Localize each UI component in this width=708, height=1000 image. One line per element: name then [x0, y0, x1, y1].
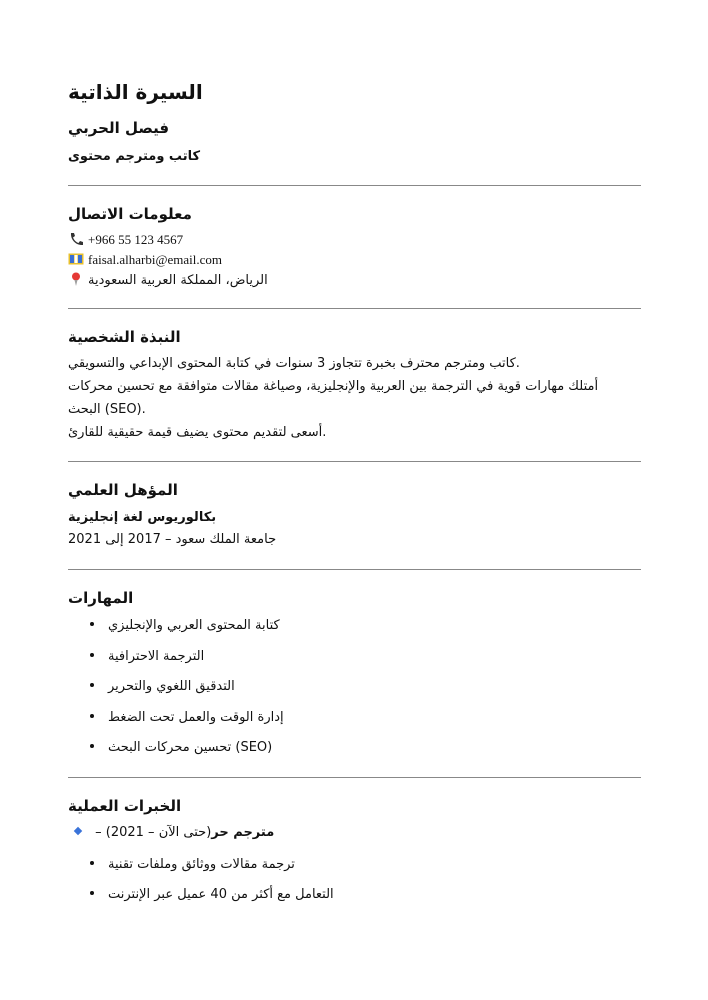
summary-line: أسعى لتقديم محتوى يضيف قيمة حقيقية للقارئ. — [68, 425, 327, 440]
divider — [68, 308, 641, 309]
contact-phone-row — [68, 232, 183, 248]
bullet-icon — [90, 683, 94, 687]
skill-text: التدقيق اللغوي والتحرير — [108, 679, 235, 694]
contact-location-row — [68, 272, 268, 288]
email-icon — [68, 252, 84, 266]
document-title: السيرة الذاتية — [68, 80, 203, 104]
bullet-icon — [90, 744, 94, 748]
contact-email-row — [68, 252, 222, 268]
degree-title: بكالوريوس لغة إنجليزية — [68, 510, 217, 525]
experience-heading: الخبرات العملية — [68, 797, 182, 815]
bullet-icon — [90, 891, 94, 895]
task-item — [90, 887, 334, 902]
skill-text: الترجمة الاحترافية — [108, 649, 205, 664]
skill-item — [90, 740, 272, 755]
education-heading: المؤهل العلمي — [68, 481, 178, 499]
degree-details: جامعة الملك سعود – 2017 إلى 2021 — [68, 532, 277, 547]
bullet-icon — [90, 622, 94, 626]
skill-item — [90, 618, 280, 633]
location-pin-icon — [68, 272, 84, 286]
skill-item — [90, 710, 284, 725]
contact-heading: معلومات الاتصال — [68, 205, 192, 223]
task-text: التعامل مع أكثر من 40 عميل عبر الإنترنت — [108, 887, 334, 902]
divider — [68, 569, 641, 570]
summary-heading: النبذة الشخصية — [68, 328, 181, 346]
divider — [68, 185, 641, 186]
diamond-bullet-icon — [74, 827, 82, 835]
person-name: فيصل الحربي — [68, 119, 170, 137]
skills-heading: المهارات — [68, 589, 134, 607]
divider — [68, 777, 641, 778]
phone-number: +966 55 123 4567 — [88, 232, 184, 247]
job-period: – (2021 – حتى الآن) — [91, 825, 212, 840]
phone-icon — [68, 232, 84, 246]
summary-line: كاتب ومترجم محترف بخبرة تتجاوز 3 سنوات في كتابة المحتوى الإبداعي والتسويقي. — [68, 356, 520, 371]
skill-item — [90, 649, 204, 664]
task-text: ترجمة مقالات ووثائق وملفات تقنية — [108, 857, 295, 872]
person-role: كاتب ومترجم محتوى — [68, 149, 201, 164]
task-item — [90, 857, 295, 872]
bullet-icon — [90, 653, 94, 657]
job-entry — [68, 825, 274, 840]
email-address[interactable]: faisal.alharbi@email.com — [88, 252, 222, 267]
skill-item — [90, 679, 235, 694]
skill-text: كتابة المحتوى العربي والإنجليزي — [108, 618, 280, 633]
summary-line: أمتلك مهارات قوية في الترجمة بين العربية والإنجليزية، وصياغة مقالات متوافقة مع تحسين محركات — [68, 379, 599, 394]
bullet-icon — [90, 714, 94, 718]
skill-text: تحسين محركات البحث (SEO) — [108, 740, 273, 755]
divider — [68, 461, 641, 462]
summary-line: البحث (SEO). — [68, 402, 146, 417]
job-title: مترجم حر — [211, 825, 275, 840]
location-text: الرياض، المملكة العربية السعودية — [88, 273, 268, 288]
bullet-icon — [90, 861, 94, 865]
skill-text: إدارة الوقت والعمل تحت الضغط — [108, 710, 284, 725]
